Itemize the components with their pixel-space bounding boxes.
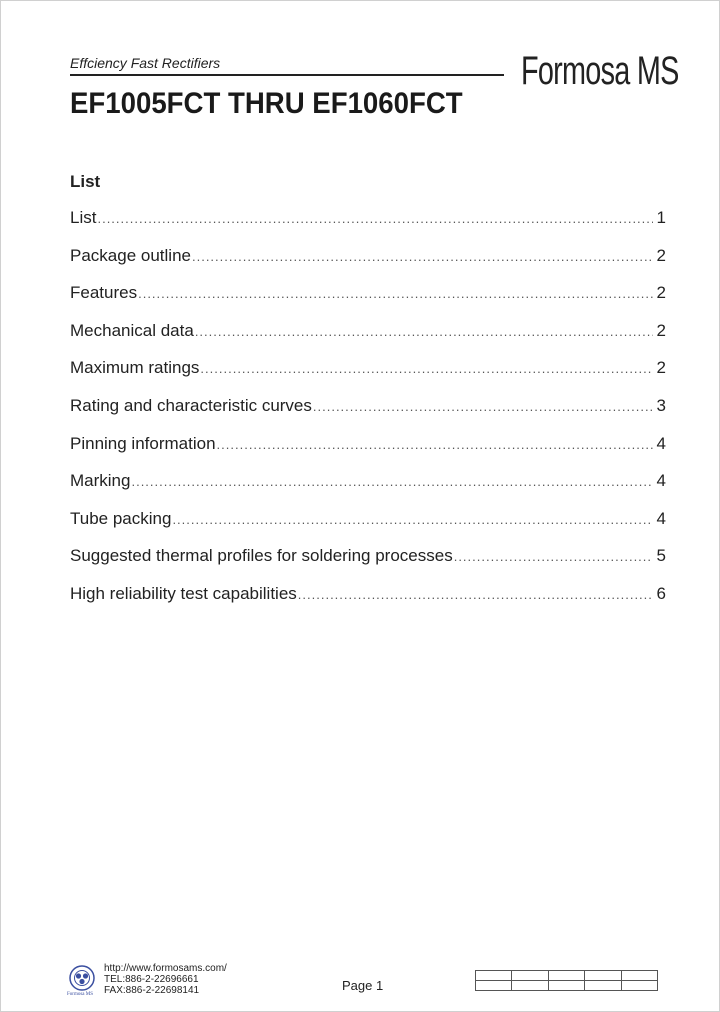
toc-page-number: 2 xyxy=(656,283,666,303)
table-of-contents xyxy=(70,208,666,622)
revision-cell xyxy=(585,971,621,981)
toc-leader xyxy=(298,587,653,602)
toc-leader xyxy=(200,361,653,376)
toc-leader xyxy=(217,437,653,452)
toc-item-rating-curves[interactable] xyxy=(70,396,666,434)
toc-leader xyxy=(97,211,653,226)
toc-leader xyxy=(172,512,653,527)
toc-page-number: 4 xyxy=(656,508,666,528)
document-title: EF1005FCT THRU EF1060FCT xyxy=(70,87,463,120)
revision-cell xyxy=(548,971,584,981)
revision-cell xyxy=(621,981,657,991)
toc-page-number: 2 xyxy=(656,358,666,378)
toc-item-reliability-tests[interactable] xyxy=(70,584,666,622)
toc-label: List xyxy=(70,208,97,227)
toc-leader xyxy=(192,249,653,264)
toc-item-tube-packing[interactable] xyxy=(70,509,666,547)
revision-cell xyxy=(512,981,548,991)
revision-cell xyxy=(548,981,584,991)
revision-cell xyxy=(621,971,657,981)
toc-page-number: 1 xyxy=(656,208,666,227)
fax-number: FAX:886-2-22698141 xyxy=(104,985,200,996)
toc-label: Tube packing xyxy=(70,508,172,528)
toc-label: Pinning information xyxy=(70,433,216,453)
toc-page-number: 4 xyxy=(656,471,666,491)
header-rule xyxy=(70,74,504,76)
company-seal-icon xyxy=(69,965,95,991)
toc-item-pinning-information[interactable] xyxy=(70,434,666,472)
toc-label: Rating and characteristic curves xyxy=(70,395,312,415)
toc-page-number: 4 xyxy=(656,433,666,453)
toc-label: High reliability test capabilities xyxy=(70,583,297,603)
toc-item-package-outline[interactable] xyxy=(70,246,666,284)
toc-item-list[interactable] xyxy=(70,208,666,246)
toc-label: Mechanical data xyxy=(70,320,194,340)
toc-item-features[interactable] xyxy=(70,283,666,321)
contact-info xyxy=(104,963,227,996)
toc-leader xyxy=(138,286,653,301)
document-subtitle: Effciency Fast Rectifiers xyxy=(70,55,221,71)
toc-label: Suggested thermal profiles for soldering processes xyxy=(70,546,453,566)
brand-logo: Formosa MS xyxy=(521,49,679,93)
revision-cell xyxy=(476,971,512,981)
toc-leader xyxy=(195,324,653,339)
toc-leader xyxy=(454,549,653,564)
toc-item-mechanical-data[interactable] xyxy=(70,321,666,359)
toc-label: Features xyxy=(70,283,138,303)
website-link[interactable]: http://www.formosams.com/ xyxy=(104,963,227,974)
toc-label: Marking xyxy=(70,471,131,491)
contents-heading: List xyxy=(70,172,101,191)
toc-leader xyxy=(313,399,653,414)
toc-label: Maximum ratings xyxy=(70,358,200,378)
revision-cell xyxy=(585,981,621,991)
toc-leader xyxy=(131,474,653,489)
page-number: Page 1 xyxy=(342,978,384,993)
toc-item-marking[interactable] xyxy=(70,471,666,509)
phone-number: TEL:886-2-22696661 xyxy=(104,974,199,985)
footer-logo-text: Formosa MS xyxy=(67,992,93,997)
toc-page-number: 6 xyxy=(656,583,666,603)
revision-cell xyxy=(512,971,548,981)
revision-cell xyxy=(476,981,512,991)
toc-page-number: 2 xyxy=(656,320,666,340)
revision-table xyxy=(475,970,658,991)
toc-page-number: 2 xyxy=(656,245,666,265)
toc-page-number: 3 xyxy=(656,395,666,415)
toc-label: Package outline xyxy=(70,245,191,265)
toc-page-number: 5 xyxy=(656,546,666,566)
toc-item-thermal-profiles[interactable] xyxy=(70,546,666,584)
toc-item-maximum-ratings[interactable] xyxy=(70,358,666,396)
